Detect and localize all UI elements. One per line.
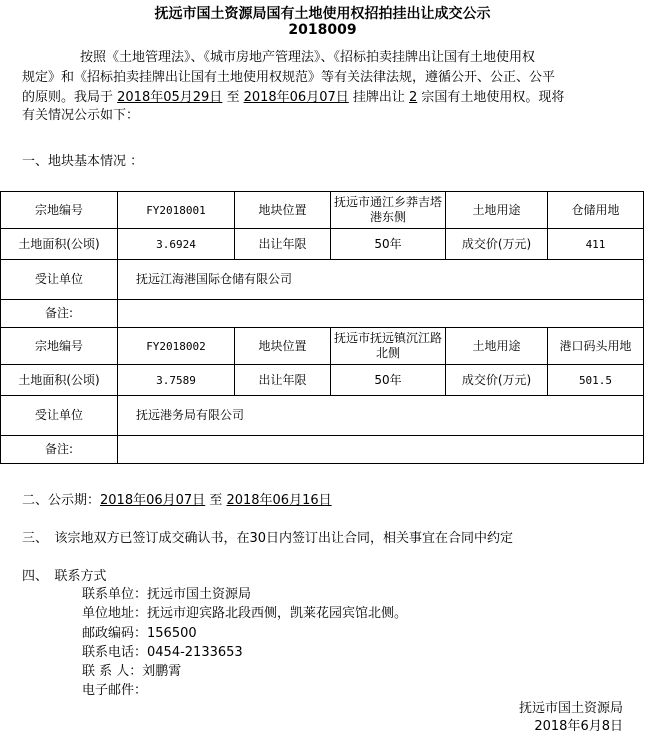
use-value: 仓储用地 [548, 192, 644, 229]
table-row [1, 396, 644, 436]
term-value: 50年 [331, 365, 446, 396]
intro-line-1: 按照《土地管理法》、《城市房地产管理法》、《招标拍卖挂牌出让国有土地使用权 [80, 50, 536, 65]
intro-line-4: 有关情况公示如下： [22, 108, 140, 123]
publicity-end-date: 2018年06月16日 [226, 493, 332, 508]
price-value: 501.5 [548, 365, 644, 396]
contact-address: 单位地址：抚远市迎宾路北段西侧，凯莱花园宾馆北侧。 [82, 606, 408, 621]
parcel-no-label: 宗地编号 [1, 192, 118, 229]
location-label: 地块位置 [235, 328, 331, 365]
location-value: 抚远市通江乡莽吉塔港东侧 [331, 192, 446, 229]
intro-text-b: 至 [222, 90, 244, 105]
land-parcel-table [0, 191, 644, 464]
price-label: 成交价(万元) [446, 365, 548, 396]
publicity-start-date: 2018年06月07日 [100, 493, 206, 508]
publicity-to: 至 [205, 493, 227, 508]
remark-value [118, 300, 644, 328]
contact-phone: 联系电话：0454-2133653 [82, 645, 243, 660]
table-row [1, 436, 644, 464]
parcel-count: 2 [409, 90, 418, 105]
notice-number: 2018009 [288, 22, 357, 38]
table-row [1, 192, 644, 229]
notice-title: 抚远市国土资源局国有土地使用权招拍挂出让成交公示 [154, 6, 491, 22]
location-label: 地块位置 [235, 192, 331, 229]
transferee-value: 抚远江海港国际仓储有限公司 [118, 260, 644, 300]
table-row [1, 365, 644, 396]
term-label: 出让年限 [235, 365, 331, 396]
table-row [1, 229, 644, 260]
area-value: 3.7589 [118, 365, 235, 396]
contact-postcode: 邮政编码：156500 [82, 626, 197, 641]
section-2-publicity-period [22, 492, 332, 510]
intro-line-3 [22, 88, 634, 108]
contact-person: 联 系 人：刘鹏霄 [82, 664, 182, 679]
transferee-label: 受让单位 [1, 260, 118, 300]
listing-end-date: 2018年06月07日 [243, 90, 349, 105]
listing-start-date: 2018年05月29日 [117, 90, 223, 105]
parcel-no-value: FY2018002 [118, 328, 235, 365]
contact-email: 电子邮件： [82, 683, 148, 698]
remark-label: 备注: [1, 300, 118, 328]
intro-text-c: 挂牌出让 [348, 90, 410, 105]
transferee-label: 受让单位 [1, 396, 118, 436]
remark-label: 备注: [1, 436, 118, 464]
area-value: 3.6924 [118, 229, 235, 260]
section-4-heading: 四、 联系方式 [22, 569, 107, 584]
parcel-no-label: 宗地编号 [1, 328, 118, 365]
use-label: 土地用途 [446, 192, 548, 229]
intro-text-a: 的原则。我局于 [22, 90, 118, 105]
table-row [1, 300, 644, 328]
term-value: 50年 [331, 229, 446, 260]
transferee-value: 抚远港务局有限公司 [118, 396, 644, 436]
contact-unit: 联系单位：抚远市国土资源局 [82, 587, 252, 602]
use-label: 土地用途 [446, 328, 548, 365]
section-1-heading: 一、地块基本情况 ： [22, 154, 144, 169]
intro-line-2: 规定》和《招标拍卖挂牌出让国有土地使用权规范》等有关法律法规，遵循公开、公正、公平 [22, 70, 556, 85]
intro-text-d: 宗国有土地使用权。现将 [417, 90, 565, 105]
area-label: 土地面积(公顷) [1, 229, 118, 260]
publicity-label: 二、公示期： [22, 493, 101, 508]
price-value: 411 [548, 229, 644, 260]
term-label: 出让年限 [235, 229, 331, 260]
location-value: 抚远市抚远镇沉江路北侧 [331, 328, 446, 365]
table-row [1, 328, 644, 365]
section-3-contract-note: 三、 该宗地双方已签订成交确认书，在30日内签订出让合同，相关事宜在合同中约定 [22, 531, 514, 546]
signature-date: 2018年6月8日 [534, 719, 623, 734]
area-label: 土地面积(公顷) [1, 365, 118, 396]
table-row [1, 260, 644, 300]
remark-value [118, 436, 644, 464]
price-label: 成交价(万元) [446, 229, 548, 260]
use-value: 港口码头用地 [548, 328, 644, 365]
parcel-no-value: FY2018001 [118, 192, 235, 229]
signature-org: 抚远市国土资源局 [518, 701, 623, 716]
